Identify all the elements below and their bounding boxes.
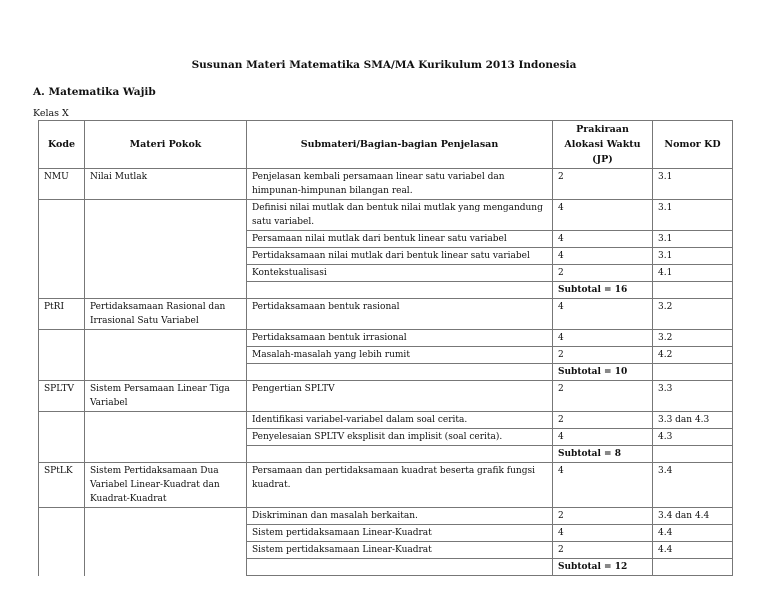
subtotal-row [39, 282, 733, 299]
submateri-cell: Kontekstualisasi [247, 265, 553, 282]
subtotal-row [39, 364, 733, 381]
jp-cell: 2 [553, 412, 653, 429]
jp-cell: 4 [553, 299, 653, 330]
empty-cell [247, 282, 553, 299]
subtotal-row [39, 559, 733, 576]
empty-cell [85, 282, 247, 299]
kode-cell [39, 347, 85, 364]
submateri-cell: Persamaan nilai mutlak dari bentuk linear satu variabel [247, 231, 553, 248]
jp-cell: 4 [553, 429, 653, 446]
table-row [39, 330, 733, 347]
jp-cell: 2 [553, 265, 653, 282]
subtotal-cell: Subtotal = 10 [553, 364, 653, 381]
table-row [39, 508, 733, 525]
submateri-cell: Sistem pertidaksamaan Linear-Kuadrat [247, 542, 553, 559]
submateri-cell: Identifikasi variabel-variabel dalam soal cerita. [247, 412, 553, 429]
materi-cell [85, 265, 247, 282]
empty-cell [247, 559, 553, 576]
jp-cell: 2 [553, 347, 653, 364]
empty-cell [247, 364, 553, 381]
kd-cell: 4.2 [653, 347, 733, 364]
subtotal-cell: Subtotal = 12 [553, 559, 653, 576]
kd-cell: 3.4 dan 4.4 [653, 508, 733, 525]
materi-cell [85, 200, 247, 231]
materi-cell [85, 231, 247, 248]
kd-cell: 3.1 [653, 200, 733, 231]
table-row [39, 347, 733, 364]
kd-cell: 3.1 [653, 169, 733, 200]
table-row [39, 248, 733, 265]
kode-cell [39, 412, 85, 429]
class-label: Kelas X [33, 108, 69, 119]
table-row [39, 299, 733, 330]
empty-cell [39, 282, 85, 299]
table-row [39, 463, 733, 508]
subtotal-cell: Subtotal = 16 [553, 282, 653, 299]
jp-cell: 4 [553, 330, 653, 347]
materi-cell [85, 525, 247, 542]
kd-cell: 3.1 [653, 248, 733, 265]
kode-cell [39, 231, 85, 248]
kd-cell: 4.3 [653, 429, 733, 446]
submateri-cell: Penyelesaian SPLTV eksplisit dan implisit (soal cerita). [247, 429, 553, 446]
kd-cell: 3.2 [653, 330, 733, 347]
submateri-cell: Pertidaksamaan bentuk irrasional [247, 330, 553, 347]
submateri-cell: Persamaan dan pertidaksamaan kuadrat beserta grafik fungsi kuadrat. [247, 463, 553, 508]
kd-cell: 3.2 [653, 299, 733, 330]
table-row [39, 525, 733, 542]
empty-cell [39, 364, 85, 381]
kd-cell: 4.1 [653, 265, 733, 282]
subtotal-row [39, 446, 733, 463]
header-kd: Nomor KD [653, 121, 733, 169]
header-jp: Prakiraan Alokasi Waktu (JP) [553, 121, 653, 169]
kd-cell: 4.4 [653, 542, 733, 559]
jp-cell: 2 [553, 169, 653, 200]
submateri-cell: Sistem pertidaksamaan Linear-Kuadrat [247, 525, 553, 542]
header-kode: Kode [39, 121, 85, 169]
empty-cell [85, 559, 247, 576]
submateri-cell: Pertidaksamaan bentuk rasional [247, 299, 553, 330]
table-row [39, 542, 733, 559]
materi-cell [85, 248, 247, 265]
materi-cell: Nilai Mutlak [85, 169, 247, 200]
table-body [39, 169, 733, 576]
kode-cell: SPtLK [39, 463, 85, 508]
kode-cell: SPLTV [39, 381, 85, 412]
jp-cell: 4 [553, 463, 653, 508]
materi-cell [85, 542, 247, 559]
materi-cell: Pertidaksamaan Rasional dan Irrasional Satu Variabel [85, 299, 247, 330]
kode-cell [39, 508, 85, 525]
kode-cell [39, 265, 85, 282]
jp-cell: 2 [553, 542, 653, 559]
table-row [39, 412, 733, 429]
materi-cell: Sistem Pertidaksamaan Dua Variabel Linear-Kuadrat dan Kuadrat-Kuadrat [85, 463, 247, 508]
table-row [39, 200, 733, 231]
curriculum-table [38, 120, 733, 576]
materi-cell: Sistem Persamaan Linear Tiga Variabel [85, 381, 247, 412]
empty-cell [85, 446, 247, 463]
jp-cell: 4 [553, 248, 653, 265]
section-title: A. Matematika Wajib [33, 86, 156, 98]
empty-cell [653, 446, 733, 463]
empty-cell [39, 559, 85, 576]
kode-cell [39, 200, 85, 231]
empty-cell [39, 446, 85, 463]
materi-cell [85, 508, 247, 525]
submateri-cell: Pengertian SPLTV [247, 381, 553, 412]
jp-cell: 2 [553, 508, 653, 525]
table-row [39, 231, 733, 248]
submateri-cell: Masalah-masalah yang lebih rumit [247, 347, 553, 364]
table-row [39, 265, 733, 282]
materi-cell [85, 429, 247, 446]
subtotal-cell: Subtotal = 8 [553, 446, 653, 463]
jp-cell: 2 [553, 381, 653, 412]
materi-cell [85, 347, 247, 364]
kd-cell: 3.3 dan 4.3 [653, 412, 733, 429]
submateri-cell: Diskriminan dan masalah berkaitan. [247, 508, 553, 525]
empty-cell [247, 446, 553, 463]
empty-cell [653, 559, 733, 576]
kode-cell [39, 248, 85, 265]
kode-cell [39, 429, 85, 446]
kode-cell: PtRI [39, 299, 85, 330]
document-title: Susunan Materi Matematika SMA/MA Kurikulum 2013 Indonesia [191, 59, 577, 71]
submateri-cell: Pertidaksamaan nilai mutlak dari bentuk linear satu variabel [247, 248, 553, 265]
kode-cell [39, 542, 85, 559]
header-submateri: Submateri/Bagian-bagian Penjelasan [247, 121, 553, 169]
jp-cell: 4 [553, 200, 653, 231]
table-row [39, 381, 733, 412]
kd-cell: 3.4 [653, 463, 733, 508]
table-row [39, 429, 733, 446]
empty-cell [653, 282, 733, 299]
materi-cell [85, 330, 247, 347]
header-materi: Materi Pokok [85, 121, 247, 169]
empty-cell [653, 364, 733, 381]
jp-cell: 4 [553, 231, 653, 248]
kode-cell: NMU [39, 169, 85, 200]
submateri-cell: Penjelasan kembali persamaan linear satu variabel dan himpunan-himpunan bilangan real. [247, 169, 553, 200]
kd-cell: 4.4 [653, 525, 733, 542]
kd-cell: 3.3 [653, 381, 733, 412]
kd-cell: 3.1 [653, 231, 733, 248]
table-row [39, 169, 733, 200]
table-header-row [39, 121, 733, 169]
empty-cell [85, 364, 247, 381]
jp-cell: 4 [553, 525, 653, 542]
kode-cell [39, 525, 85, 542]
submateri-cell: Definisi nilai mutlak dan bentuk nilai mutlak yang mengandung satu variabel. [247, 200, 553, 231]
kode-cell [39, 330, 85, 347]
materi-cell [85, 412, 247, 429]
